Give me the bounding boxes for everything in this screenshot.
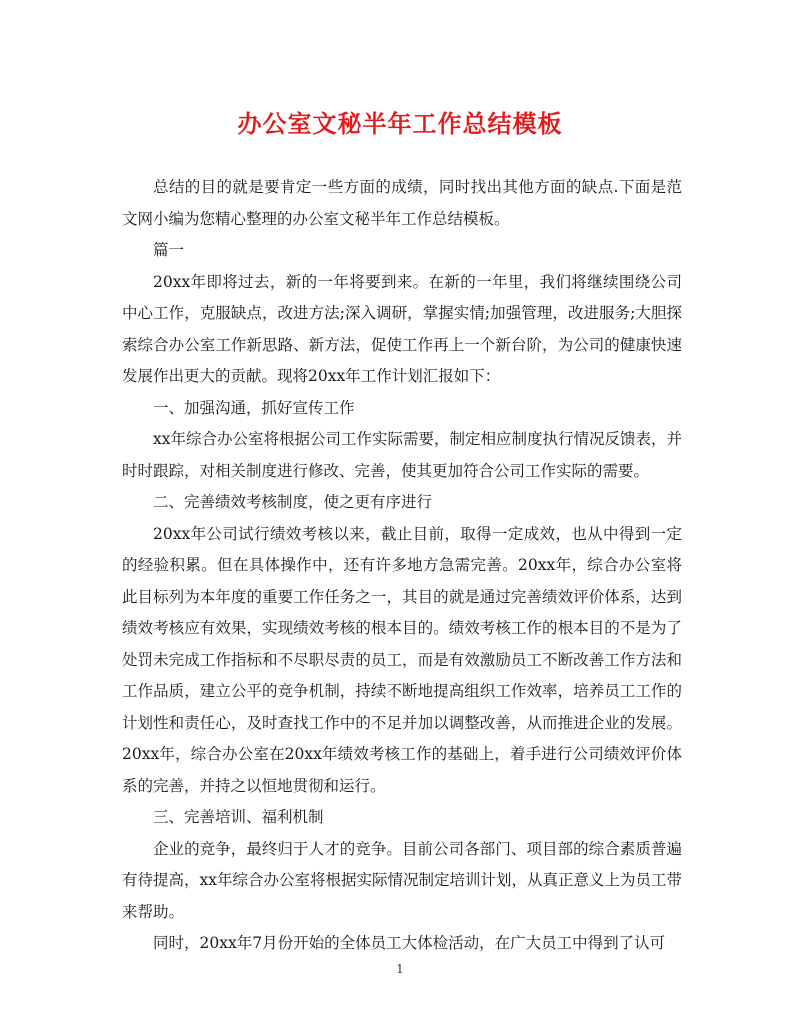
section-label-part-one: 篇一 [153, 241, 185, 259]
document-body [122, 172, 682, 960]
section-heading-performance: 二、完善绩效考核制度，使之更有序进行 [153, 493, 433, 511]
paragraph-overview: 20xx年即将过去，新的一年将要到来。在新的一年里，我们将继续围绕公司中心工作，克服缺点，改进方法;深入调研，掌握实情;加强管理，改进服务;大胆探索综合办公室工作新思路、新方法，促使工作再上一个新台阶，为公司的健康快速发展作出更大的贡献。现将20xx年工作计划汇报如下： [122, 272, 682, 385]
paragraph-health-check: 同时，20xx年7月份开始的全体员工大体检活动，在广大员工中得到了认可 [153, 934, 666, 952]
paragraph-communication: xx年综合办公室将根据公司工作实际需要，制定相应制度执行情况反馈表，并时时跟踪，对相关制度进行修改、完善，使其更加符合公司工作实际的需要。 [122, 430, 682, 480]
page-number: 1 [396, 962, 404, 976]
document-title: 办公室文秘半年工作总结模板 [237, 109, 563, 138]
paragraph-training: 企业的竞争，最终归于人才的竞争。目前公司各部门、项目部的综合素质普遍有待提高，xx年综合办公室将根据实际情况制定培训计划，从真正意义上为员工带来帮助。 [122, 839, 682, 921]
paragraph-intro: 总结的目的就是要肯定一些方面的成绩，同时找出其他方面的缺点.下面是范文网小编为您精心整理的办公室文秘半年工作总结模板。 [122, 178, 682, 228]
paragraph-performance: 20xx年公司试行绩效考核以来，截止目前，取得一定成效，也从中得到一定的经验积累。但在具体操作中，还有许多地方急需完善。20xx年，综合办公室将此目标列为本年度的重要工作任务之一，其目的就是通过完善绩效评价体系，达到绩效考核应有效果，实现绩效考核的根本目的。绩效考核工作的根本目的不是为了处罚未完成工作指标和不尽职尽责的员工，而是有效激励员工不断改善工作方法和工作品质，建立公平的竞争机制，持续不断地提高组织工作效率，培养员工工作的计划性和责任心，及时查找工作中的不足并加以调整改善，从而推进企业的发展。20xx年，综合办公室在20xx年绩效考核工作的基础上，着手进行公司绩效评价体系的完善，并持之以恒地贯彻和运行。 [122, 524, 682, 795]
section-heading-communication: 一、加强沟通，抓好宣传工作 [153, 398, 355, 417]
section-heading-training: 三、完善培训、福利机制 [153, 808, 324, 826]
